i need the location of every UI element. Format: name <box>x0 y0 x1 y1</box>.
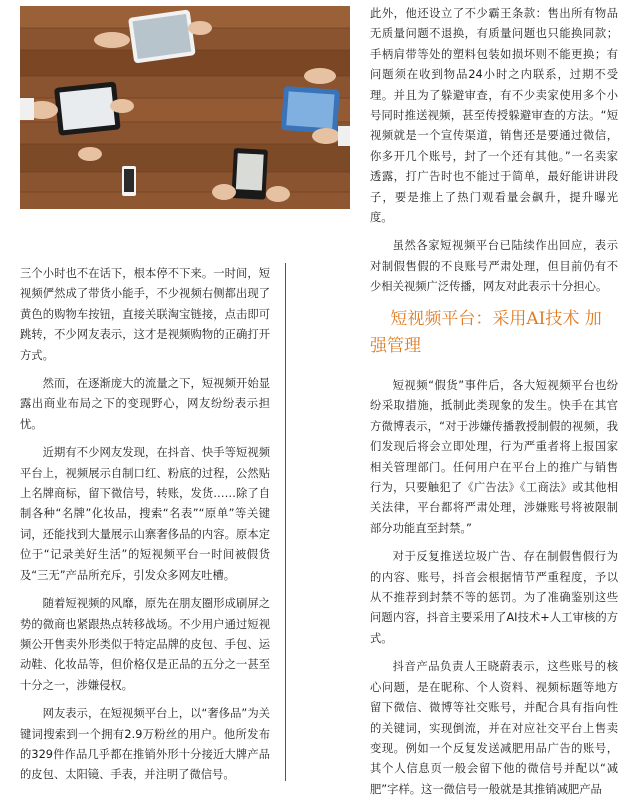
paragraph: 近期有不少网友发现，在抖音、快手等短视频平台上，视频展示自制口红、粉底的过程，公然贴上名牌商标，留下微信号，转账，发货……除了自制各种“名牌”化妆品，搜索“名表”“原单”等关键词，还能找到大量展示山寨奢侈品的内容。原本定位于“记录美好生活”的短视频平台一时间被假货及“三无”产品所充斥，引发众多网友吐槽。 <box>20 446 270 582</box>
paragraph: 网友表示，在短视频平台上，以“奢侈品”为关键词搜索到一个拥有2.9万粉丝的用户。他所发布的329件作品几乎都在推销外形十分接近大牌产品的皮包、太阳镜、手表，并注明了微信号。 <box>20 707 270 782</box>
paragraph: 此外，他还设立了不少霸王条款：售出所有物品无质量问题不退换，有质量问题也只能换同款；手柄肩带等处的塑料包装如损坏则不能更换；有问题须在收到物品24小时之内联系，过期不受理。并且为了躲避审查，有不少卖家使用多个小号同时推送视频，甚至传授躲避审查的方法。“短视频就是一个宣传渠道，销售还是要通过微信，你多开几个账号，封了一个还有其他。”一名卖家透露，打广告时也不能过于简单，最好能讲讲段子，要是推上了热门观看量会飙升，提升曝光度。 <box>370 7 618 225</box>
article-photo <box>20 6 350 209</box>
paragraph: 抖音产品负责人王晓蔚表示，这些账号的核心问题，是在昵称、个人资料、视频标题等地方留下微信、微博等社交账号，并配合具有指向性的关键词，实现倒流，并在对应社交平台上售卖变现。例如一个反复发送减肥用品广告的账号，其个人信息页一般会留下他的微信号并配以“减肥”字样。这一微信号一般就是其推销减肥产品 <box>370 660 618 796</box>
paragraph: 然而，在逐渐庞大的流量之下，短视频开始显露出商业布局之下的变现野心，网友纷纷表示担忧。 <box>20 377 270 431</box>
column-divider <box>285 263 286 781</box>
paragraph: 对于反复推送垃圾广告、存在制假售假行为的内容、账号，抖音会根据情节严重程度，予以从不推荐到封禁不等的惩罚。为了准确鉴别这些问题内容，抖音主要采用了AI技术+人工审核的方式。 <box>370 550 618 645</box>
right-column-bottom <box>370 306 618 808</box>
section-heading: 短视频平台：采用AI技术 加强管理 <box>370 309 602 356</box>
paragraph: 短视频“假货”事件后，各大短视频平台也纷纷采取措施，抵制此类现象的发生。快手在其官方微博表示，“对于涉嫌传播教授制假的视频，我们发现后将会立即处理，行为严重者将上报国家相关管理部门。任何用户在平台上的推广与销售行为，只要触犯了《广告法》《工商法》或其他相关法律，平台都将严肃处理，涉嫌账号将被限制部分功能直至封禁。” <box>370 379 618 535</box>
right-column-top <box>370 4 618 306</box>
paragraph: 虽然各家短视频平台已陆续作出回应，表示对制假售假的不良账号严肃处理，但目前仍有不少相关视频广泛传播，网友对此表示十分担心。 <box>370 239 618 294</box>
tablets-photo-illustration <box>20 6 350 209</box>
paragraph: 三个小时也不在话下，根本停不下来。一时间，短视频俨然成了带货小能手，不少视频右侧都出现了黄色的购物车按钮，直接关联淘宝链接，点击即可跳转，不少网友表示，这才是视频购物的正确打开方式。 <box>20 267 270 362</box>
paragraph: 随着短视频的风靡，原先在朋友圈形成刷屏之势的微商也紧跟热点转移战场。不少用户通过短视频公开售卖外形类似于特定品牌的皮包、手包、运动鞋、化妆品等，但价格仅是正品的五分之一甚至十分之一，涉嫌侵权。 <box>20 597 270 692</box>
left-column <box>20 264 270 794</box>
